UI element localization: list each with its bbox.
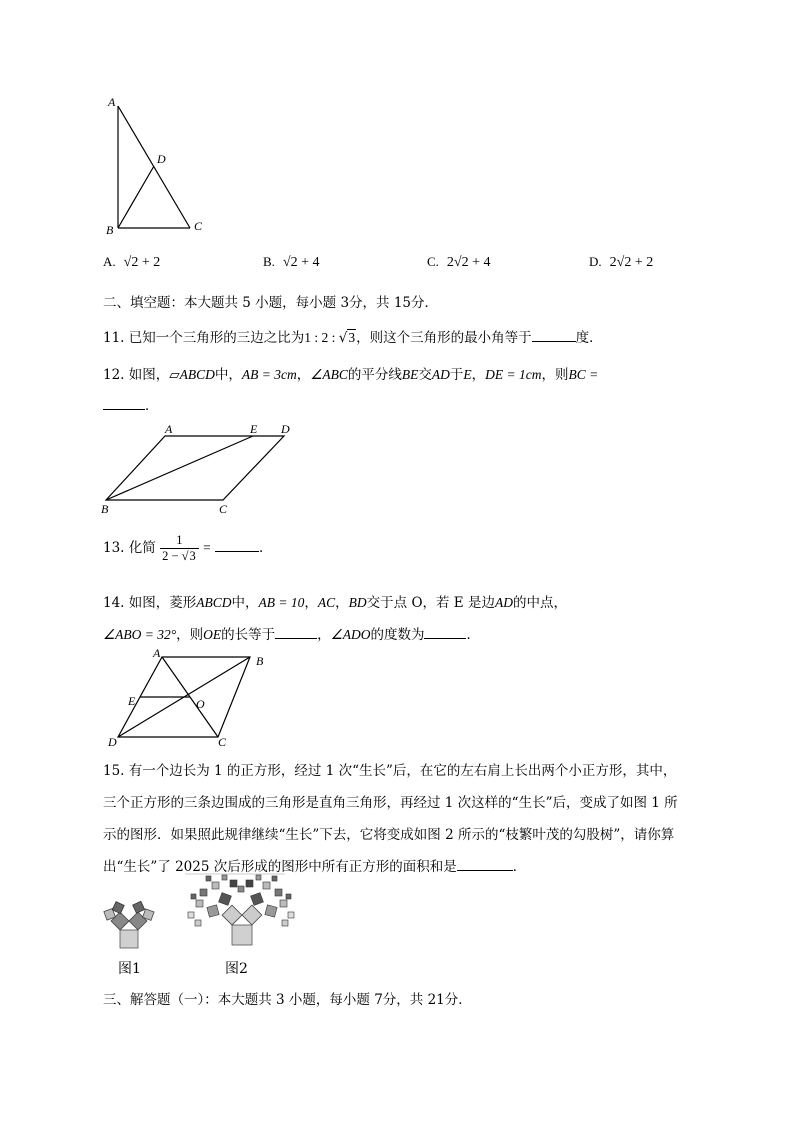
q15-text: 出“生长”了 2025 次后形成的图形中所有正方形的面积和是 [103, 859, 457, 875]
q13-fraction [160, 533, 199, 564]
q14-bd: BD [348, 595, 367, 610]
section-heading-fill-in: 二、填空题：本大题共 5 小题，每小题 3分，共 15分． [103, 295, 439, 311]
point-label-e: E [250, 422, 258, 436]
q14-end: ． [466, 627, 480, 643]
point-label-d: D [108, 735, 117, 749]
point-label-d: D [281, 422, 290, 436]
q12-ab: AB = 3cm [241, 367, 297, 382]
point-label-e: E [128, 694, 136, 708]
q12-text-3: ， [296, 367, 311, 383]
option-b-value: √2 + 4 [282, 255, 320, 270]
point-label-a: A [153, 646, 161, 660]
q15-blank[interactable] [457, 858, 513, 871]
q14-ac: AC [317, 595, 336, 610]
option-d [589, 254, 653, 271]
question-12 [103, 363, 598, 383]
section-heading-answers: 三、解答题（一）：本大题共 3 小题，每小题 7分，共 21分． [103, 992, 472, 1008]
q12-de: DE = 1cm [485, 367, 542, 382]
q13-sqrt: √3 [181, 549, 196, 563]
point-label-a: A [108, 96, 116, 109]
point-label-c: C [218, 735, 227, 749]
q14-number: 14. [103, 595, 125, 611]
q14-ab: AB = 10 [258, 595, 305, 610]
q12-number: 12. [103, 367, 125, 383]
q11-sqrt: √3 [338, 330, 356, 346]
point-label-b: B [101, 502, 109, 516]
q14-text-5: 交于点 O，若 E 是边 [366, 595, 495, 611]
question-14 [103, 591, 567, 611]
point-label-d: D [157, 152, 166, 166]
option-c-value: 2√2 + 4 [446, 255, 491, 270]
question-15-line-1: 15. 有一个边长为 1 的正方形，经过 1 次“生长”后，在它的左右肩上长出两个小正方形，其中， [103, 763, 677, 779]
q11-text: 已知一个三角形的三边之比为 [128, 330, 305, 346]
q12-text-6: 于 [449, 367, 464, 383]
q13-denominator [160, 549, 199, 564]
option-a-value: √2 + 2 [123, 255, 161, 270]
point-label-a: A [165, 422, 173, 436]
q14-text-1: 如图，菱形 [128, 595, 197, 611]
q12-text-4: 的平分线 [347, 367, 402, 383]
q14-ad: AD [494, 595, 513, 610]
q12-end: ． [145, 398, 159, 414]
question-12-cont [103, 394, 159, 414]
point-label-b: B [106, 223, 114, 236]
q13-numerator: 1 [160, 533, 199, 549]
question-14-cont [103, 623, 480, 643]
q13-radicand: 3 [189, 549, 196, 563]
point-label-c: C [194, 219, 203, 233]
q14-text-3: ， [304, 595, 318, 611]
question-13 [103, 533, 272, 564]
q14-text-2: 中， [231, 595, 259, 611]
figure-2-caption: 图2 [225, 961, 248, 977]
rhombus-figure [100, 645, 280, 750]
q13-number: 13. [103, 540, 125, 556]
q14-text-7: ，则 [176, 627, 204, 643]
option-c-label: C. [427, 254, 439, 269]
parallelogram-symbol: ▱ [169, 367, 180, 383]
q14-oe: OE [203, 627, 222, 642]
option-d-value: 2√2 + 2 [609, 255, 654, 270]
q12-angle: ∠ABC [310, 367, 348, 382]
q11-text-post: ，则这个三角形的最小角等于 [356, 330, 532, 346]
point-label-o: O [196, 697, 205, 711]
triangle-figure [100, 96, 210, 236]
q11-blank[interactable] [532, 329, 576, 342]
q14-abcd: ABCD [196, 595, 232, 610]
pythagoras-tree-figures [100, 872, 300, 952]
q14-text-9: ， [317, 627, 331, 643]
tree-figure-2 [185, 874, 294, 945]
q12-text-5: 交 [418, 367, 432, 383]
q12-blank[interactable] [103, 397, 145, 410]
q11-radicand: 3 [348, 330, 356, 345]
q13-end: ． [258, 540, 273, 556]
option-b-label: B. [263, 254, 275, 269]
point-label-b: B [256, 654, 264, 668]
option-b [263, 254, 320, 271]
option-d-label: D. [589, 254, 602, 269]
q12-text-2: 中， [214, 367, 242, 383]
q14-text-6: 的中点， [512, 595, 567, 611]
figure-1-caption: 图1 [118, 961, 141, 977]
point-label-c: C [219, 502, 228, 516]
parallelogram-figure [98, 418, 308, 518]
q14-text-10: 的度数为 [370, 627, 425, 643]
q14-blank-1[interactable] [275, 626, 317, 639]
option-a [103, 254, 160, 271]
option-a-label: A. [103, 254, 116, 269]
question-15-line-3: 示的图形．如果照此规律继续“生长”下去，它将变成如图 2 所示的“枝繁叶茂的勾股树”，请你算 [103, 827, 675, 843]
q13-blank[interactable] [215, 539, 259, 552]
q12-e: E [463, 367, 472, 382]
q12-text-7: ， [471, 367, 486, 383]
q12-text-1: 如图， [128, 367, 170, 383]
q11-number: 11. [103, 330, 125, 346]
q13-equals: = [203, 540, 211, 555]
q14-blank-2[interactable] [424, 626, 466, 639]
q11-ratio: 1 : 2 : [304, 330, 339, 345]
q14-text-8: 的长等于 [221, 627, 276, 643]
q12-be: BE [401, 367, 419, 382]
q12-text-8: ，则 [541, 367, 569, 383]
q13-den-text: 2 − [162, 549, 182, 563]
q14-text-4: ， [335, 595, 349, 611]
q11-unit: 度． [575, 330, 603, 346]
q15-end: ． [512, 859, 527, 875]
tree-figure-1 [104, 901, 154, 948]
option-c [427, 254, 491, 271]
q13-text: 化简 [128, 540, 156, 556]
q14-ado: ∠ADO [330, 627, 371, 642]
question-11 [103, 326, 603, 346]
q12-bc: BC = [568, 367, 599, 382]
question-15-line-2: 三个正方形的三条边围成的三角形是直角三角形，再经过 1 次这样的“生长”后，变成了如图 1 所 [103, 795, 678, 811]
q14-abo: ∠ABO = 32° [103, 627, 177, 642]
q12-ad: AD [431, 367, 450, 382]
q12-abcd: ABCD [179, 367, 215, 382]
